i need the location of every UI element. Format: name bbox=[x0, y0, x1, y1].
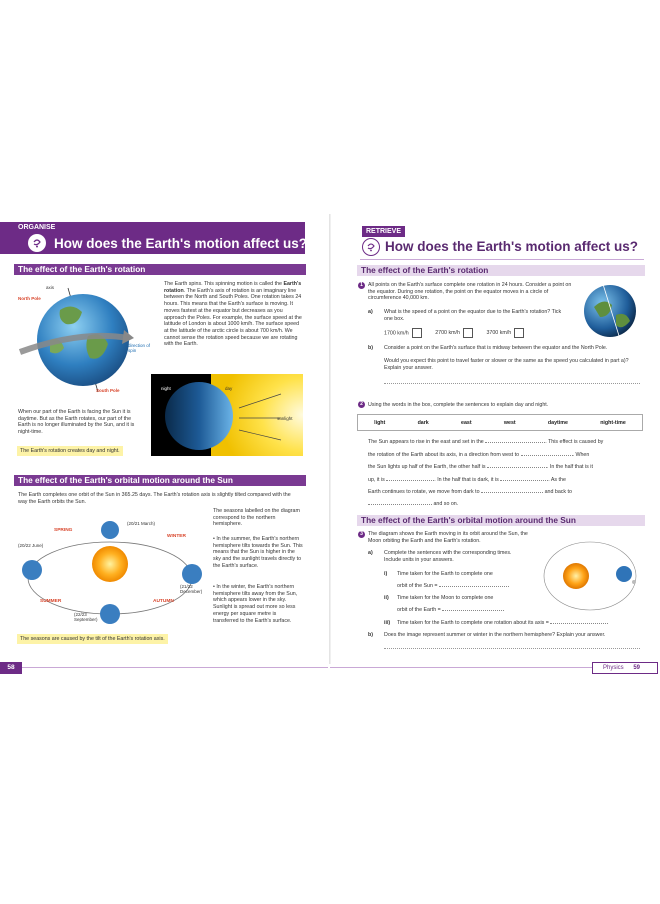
word-box bbox=[357, 414, 643, 431]
footer-subject: Physics bbox=[603, 665, 624, 671]
summer-label: SUMMER bbox=[40, 599, 62, 604]
word-night-time: night-time bbox=[600, 419, 626, 426]
right-section-orbit: The effect of the Earth's orbital motion around the Sun bbox=[357, 515, 645, 526]
orbit-image bbox=[540, 536, 640, 618]
day-night-paragraph: When our part of the Earth is facing the Sun it is daytime. But as the Earth rotates, our part of the Earth is no longer illuminated by the Sun, and it is night-time. bbox=[18, 409, 135, 436]
organise-tag: ORGANISE bbox=[18, 224, 56, 231]
q1a-text: What is the speed of a point on the equator due to the Earth's rotation? Tick one box. bbox=[384, 309, 562, 322]
left-section-rotation: The effect of the Earth's rotation bbox=[14, 264, 306, 275]
q1b-answer-line[interactable] bbox=[384, 383, 640, 384]
direction-of-spin-label: direction of spin bbox=[128, 343, 151, 353]
orbit-paragraph: The Earth completes one orbit of the Sun in 365.25 days. The Earth's rotation axis is slightly tilted compared with the way the Earth orbits the Sun. bbox=[18, 492, 291, 505]
option-3700: 3700 km/h bbox=[486, 330, 512, 337]
blank-6[interactable] bbox=[481, 492, 543, 493]
book-spine bbox=[329, 214, 331, 664]
word-west: west bbox=[503, 419, 516, 426]
right-page-number: 59 bbox=[633, 665, 641, 671]
tickbox-3700[interactable] bbox=[514, 328, 524, 338]
blank-4[interactable] bbox=[386, 480, 434, 481]
night-label: night bbox=[161, 386, 171, 391]
rotation-paragraph: The Earth spins. This spinning motion is called the Earth's rotation. The Earth's axis of rotation is an imaginary line between the North and South Poles. One rotation takes 24 hours. This means that the Earth's surface is moving. It moves fastest at the equator but decreases as you approach the Poles. For example, the surface speed at the latitude of London is about 1000 km/h. The surface speed at the latitude of the arctic circle is about 700 km/h. We cannot sense the rotation speed because we are rotating with the Earth. bbox=[164, 281, 302, 348]
q3a-label: a) bbox=[368, 550, 373, 556]
q2-sentence-4: up, it is . In the half that is dark, it is . As the bbox=[368, 477, 566, 483]
right-footer-rule bbox=[330, 667, 592, 668]
blank-earth-orbit[interactable] bbox=[439, 586, 509, 587]
left-footer-rule bbox=[22, 667, 328, 668]
q2-sentence-6: and so on. bbox=[368, 501, 458, 508]
summer-bullet: • In the summer, the Earth's northern hemisphere tilts towards the Sun. This means that the Sun is higher in the sky and the sunlight travels directly to the Earth's surface. bbox=[213, 536, 303, 569]
option-2700: 2700 km/h bbox=[435, 330, 460, 337]
tickbox-2700[interactable] bbox=[463, 328, 473, 338]
q1a-options bbox=[384, 328, 524, 338]
spring-label: SPRING bbox=[54, 528, 73, 533]
right-footer bbox=[330, 662, 660, 674]
left-footer bbox=[0, 662, 330, 674]
sunlight-label: sunlight bbox=[277, 416, 293, 421]
seasons-note: The seasons are caused by the tilt of the Earth's rotation axis. bbox=[17, 634, 168, 644]
axis-label: axis bbox=[46, 285, 55, 290]
blank-moon-orbit[interactable] bbox=[442, 610, 504, 611]
earth-axis-image bbox=[582, 279, 640, 341]
retrieve-icon bbox=[362, 238, 380, 256]
q3aii-label: ii) bbox=[384, 595, 389, 601]
word-east: east bbox=[461, 419, 472, 426]
right-page-title: How does the Earth's motion affect us? bbox=[385, 239, 638, 254]
left-page-number: 58 bbox=[0, 662, 22, 674]
q3b-text: Does the image represent summer or winter in the northern hemisphere? Explain your answer. bbox=[384, 632, 606, 638]
q3ai-answer: orbit of the Sun = bbox=[397, 583, 509, 590]
retrieve-tag: RETRIEVE bbox=[362, 226, 405, 237]
blank-5[interactable] bbox=[500, 480, 548, 481]
q3aiii-label: iii) bbox=[384, 620, 391, 626]
q2-sentence-1: The Sun appears to rise in the east and set in the . This effect is caused by bbox=[368, 439, 604, 445]
q2-sentence-5: Earth continues to rotate, we move from dark to and back to bbox=[368, 489, 572, 495]
question-1-number: 1 bbox=[358, 282, 365, 289]
q2-sentence-2: the rotation of the Earth about its axis, in a direction from west to . When bbox=[368, 452, 590, 458]
tickbox-1700[interactable] bbox=[412, 328, 422, 338]
q3aiii-text: Time taken for the Earth to complete one rotation about its axis = bbox=[397, 620, 608, 627]
blank-2[interactable] bbox=[521, 455, 573, 456]
q1b-text: Consider a point on the Earth's surface that is midway between the equator and the North Pole. bbox=[384, 345, 608, 351]
q3ai-text: Time taken for the Earth to complete one bbox=[397, 571, 493, 577]
word-light: light bbox=[374, 419, 386, 426]
title-rule bbox=[360, 259, 644, 260]
q1a-label: a) bbox=[368, 309, 373, 315]
june-date: (20/22 June) bbox=[18, 543, 44, 548]
word-dark: dark bbox=[417, 419, 429, 426]
blank-7[interactable] bbox=[368, 504, 432, 505]
question-2-number: 2 bbox=[358, 401, 365, 408]
march-date: (20/21 March) bbox=[127, 521, 156, 526]
rotation-note: The Earth's rotation creates day and night. bbox=[17, 446, 123, 456]
organise-icon bbox=[28, 234, 46, 252]
left-section-orbit: The effect of the Earth's orbital motion around the Sun bbox=[14, 475, 306, 486]
question-1-text: All points on the Earth's surface complete one rotation in 24 hours. Consider a point on the equator. During one rotation, the point on the equator moves in a circle of circumference 40,000 km. bbox=[368, 282, 572, 302]
q3b-label: b) bbox=[368, 632, 373, 638]
right-section-rotation: The effect of the Earth's rotation bbox=[357, 265, 645, 276]
south-pole-label: South Pole bbox=[96, 388, 120, 393]
left-page-title: How does the Earth's motion affect us? bbox=[54, 236, 307, 251]
question-3-number: 3 bbox=[358, 531, 365, 538]
question-2-text: Using the words in the box, complete the sentences to explain day and night. bbox=[368, 402, 549, 408]
winter-label: WINTER bbox=[167, 534, 186, 539]
q1b-label: b) bbox=[368, 345, 373, 351]
q3ai-label: i) bbox=[384, 571, 388, 577]
q2-sentence-3: the Sun lights up half of the Earth, the other half is . In the half that is it bbox=[368, 464, 593, 470]
q3aii-text: Time taken for the Moon to complete one bbox=[397, 595, 494, 601]
blank-1[interactable] bbox=[485, 442, 545, 443]
north-pole-label: North Pole bbox=[18, 296, 41, 301]
december-date: (21/22 December) bbox=[180, 584, 203, 594]
footer-subject-box bbox=[592, 662, 658, 674]
q3a-text: Complete the sentences with the corresponding times. Include units in your answers. bbox=[384, 550, 512, 563]
winter-bullet: • In the winter, the Earth's northern hemisphere tilts away from the Sun, which appears lower in the sky. Sunlight is spread out more so less energy per square metre is transferred to the Earth's surface. bbox=[213, 584, 298, 624]
september-date: (22/23 September) bbox=[74, 612, 98, 622]
autumn-label: AUTUMN bbox=[153, 599, 174, 604]
blank-rotation[interactable] bbox=[550, 623, 608, 624]
word-daytime: daytime bbox=[547, 419, 568, 426]
seasons-intro: The seasons labelled on the diagram correspond to the northern hemisphere. bbox=[213, 508, 300, 528]
day-label: day bbox=[225, 386, 233, 391]
q3b-answer-line[interactable] bbox=[384, 648, 640, 649]
option-1700: 1700 km/h bbox=[384, 330, 409, 337]
rotation-term: Earth's rotation bbox=[164, 281, 302, 294]
q3aii-answer: orbit of the Earth = bbox=[397, 607, 504, 614]
question-3-text: The diagram shows the Earth moving in its orbit around the Sun, the Moon orbiting the Earth and the Earth's rotation. bbox=[368, 531, 528, 544]
q1b-text-2: Would you expect this point to travel faster or slower or the same as the speed you calculated in part a)? Explain your answer. bbox=[384, 358, 629, 371]
blank-3[interactable] bbox=[487, 467, 547, 468]
